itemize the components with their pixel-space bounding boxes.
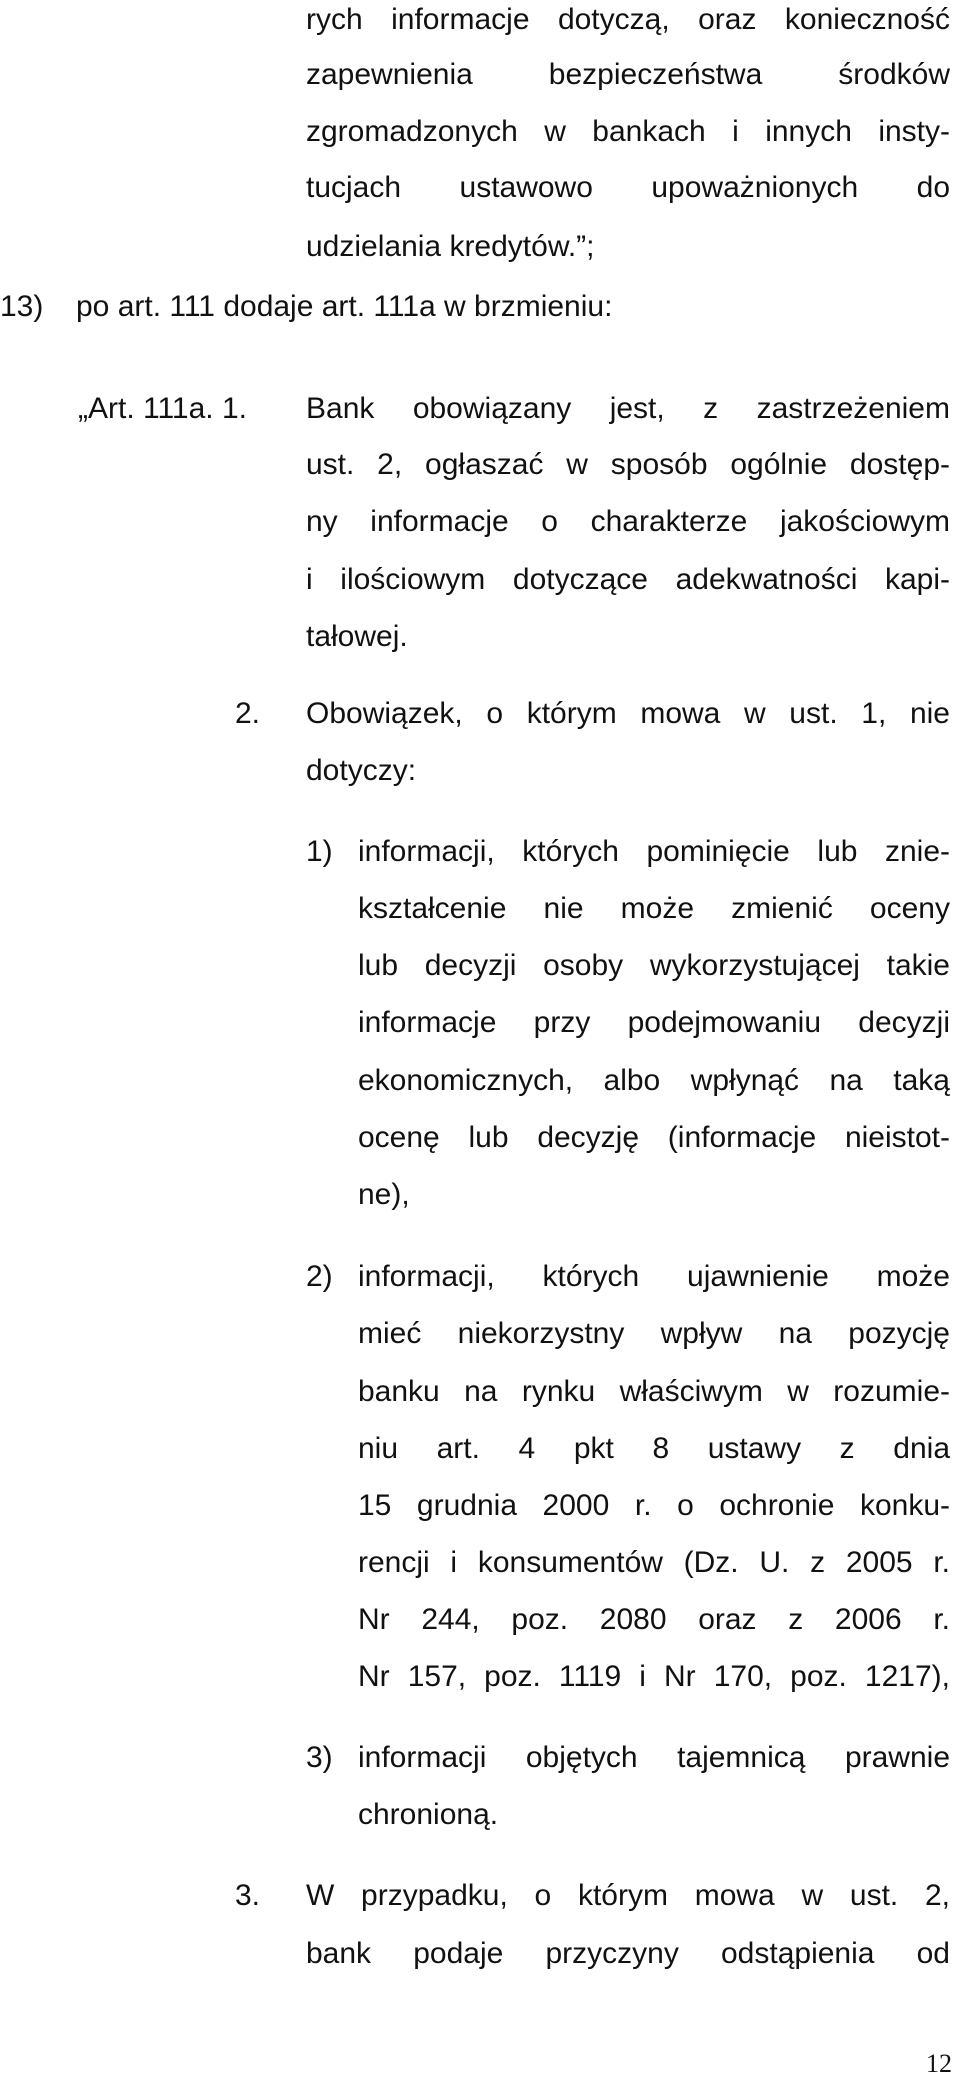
text-line: kształcenie nie może zmienić oceny bbox=[358, 892, 950, 925]
text-line: tucjach ustawowo upoważnionych do bbox=[306, 171, 950, 204]
point-number: 3) bbox=[306, 1741, 333, 1774]
text-line: informacje przy podejmowaniu decyzji bbox=[358, 1006, 950, 1039]
text-line: rych informacje dotyczą, oraz konieczność bbox=[306, 3, 950, 36]
text-line: i ilościowym dotyczące adekwatności kapi- bbox=[306, 563, 950, 596]
text-line: 15 grudnia 2000 r. o ochronie konku- bbox=[358, 1489, 950, 1522]
text-line: bank podaje przyczyny odstąpienia od bbox=[306, 1937, 950, 1970]
text-line: niu art. 4 pkt 8 ustawy z dnia bbox=[358, 1432, 950, 1465]
text-line: Bank obowiązany jest, z zastrzeżeniem bbox=[306, 392, 950, 425]
text-line: po art. 111 dodaje art. 111a w brzmieniu: bbox=[76, 290, 613, 323]
text-line: chronioną. bbox=[358, 1798, 499, 1831]
text-line: ocenę lub decyzję (informacje nieistot- bbox=[358, 1121, 950, 1154]
point-number: 1) bbox=[306, 835, 333, 868]
text-line: banku na rynku właściwym w rozumie- bbox=[358, 1375, 950, 1408]
page-number: 12 bbox=[926, 2049, 952, 2078]
text-line: ekonomicznych, albo wpłynąć na taką bbox=[358, 1064, 950, 1097]
point-number: 2) bbox=[306, 1260, 333, 1293]
text-line: W przypadku, o którym mowa w ust. 2, bbox=[306, 1879, 950, 1912]
text-line: mieć niekorzystny wpływ na pozycję bbox=[358, 1317, 950, 1350]
text-line: dotyczy: bbox=[306, 754, 417, 787]
text-line: lub decyzji osoby wykorzystującej takie bbox=[358, 949, 950, 982]
text-line: Nr 157, poz. 1119 i Nr 170, poz. 1217), bbox=[358, 1660, 950, 1693]
text-line: tałowej. bbox=[306, 620, 408, 653]
text-line: udzielania kredytów.”; bbox=[306, 230, 595, 263]
text-line: informacji, których ujawnienie może bbox=[358, 1260, 950, 1293]
point-number: 13) bbox=[0, 290, 44, 323]
paragraph-number: 3. bbox=[235, 1879, 261, 1912]
text-line: rencji i konsumentów (Dz. U. z 2005 r. bbox=[358, 1546, 950, 1579]
text-line: Obowiązek, o którym mowa w ust. 1, nie bbox=[306, 697, 950, 730]
paragraph-number: 2. bbox=[235, 697, 261, 730]
text-line: ust. 2, ogłaszać w sposób ogólnie dostęp- bbox=[306, 448, 950, 481]
text-line: zgromadzonych w bankach i innych insty- bbox=[306, 115, 950, 148]
text-line: ne), bbox=[358, 1178, 410, 1211]
article-label: „Art. 111a. 1. bbox=[78, 392, 247, 425]
text-line: informacji objętych tajemnicą prawnie bbox=[358, 1741, 950, 1774]
text-line: zapewnienia bezpieczeństwa środków bbox=[306, 58, 950, 91]
text-line: ny informacje o charakterze jakościowym bbox=[306, 505, 950, 538]
text-line: informacji, których pominięcie lub znie- bbox=[358, 835, 950, 868]
text-line: Nr 244, poz. 2080 oraz z 2006 r. bbox=[358, 1603, 950, 1636]
